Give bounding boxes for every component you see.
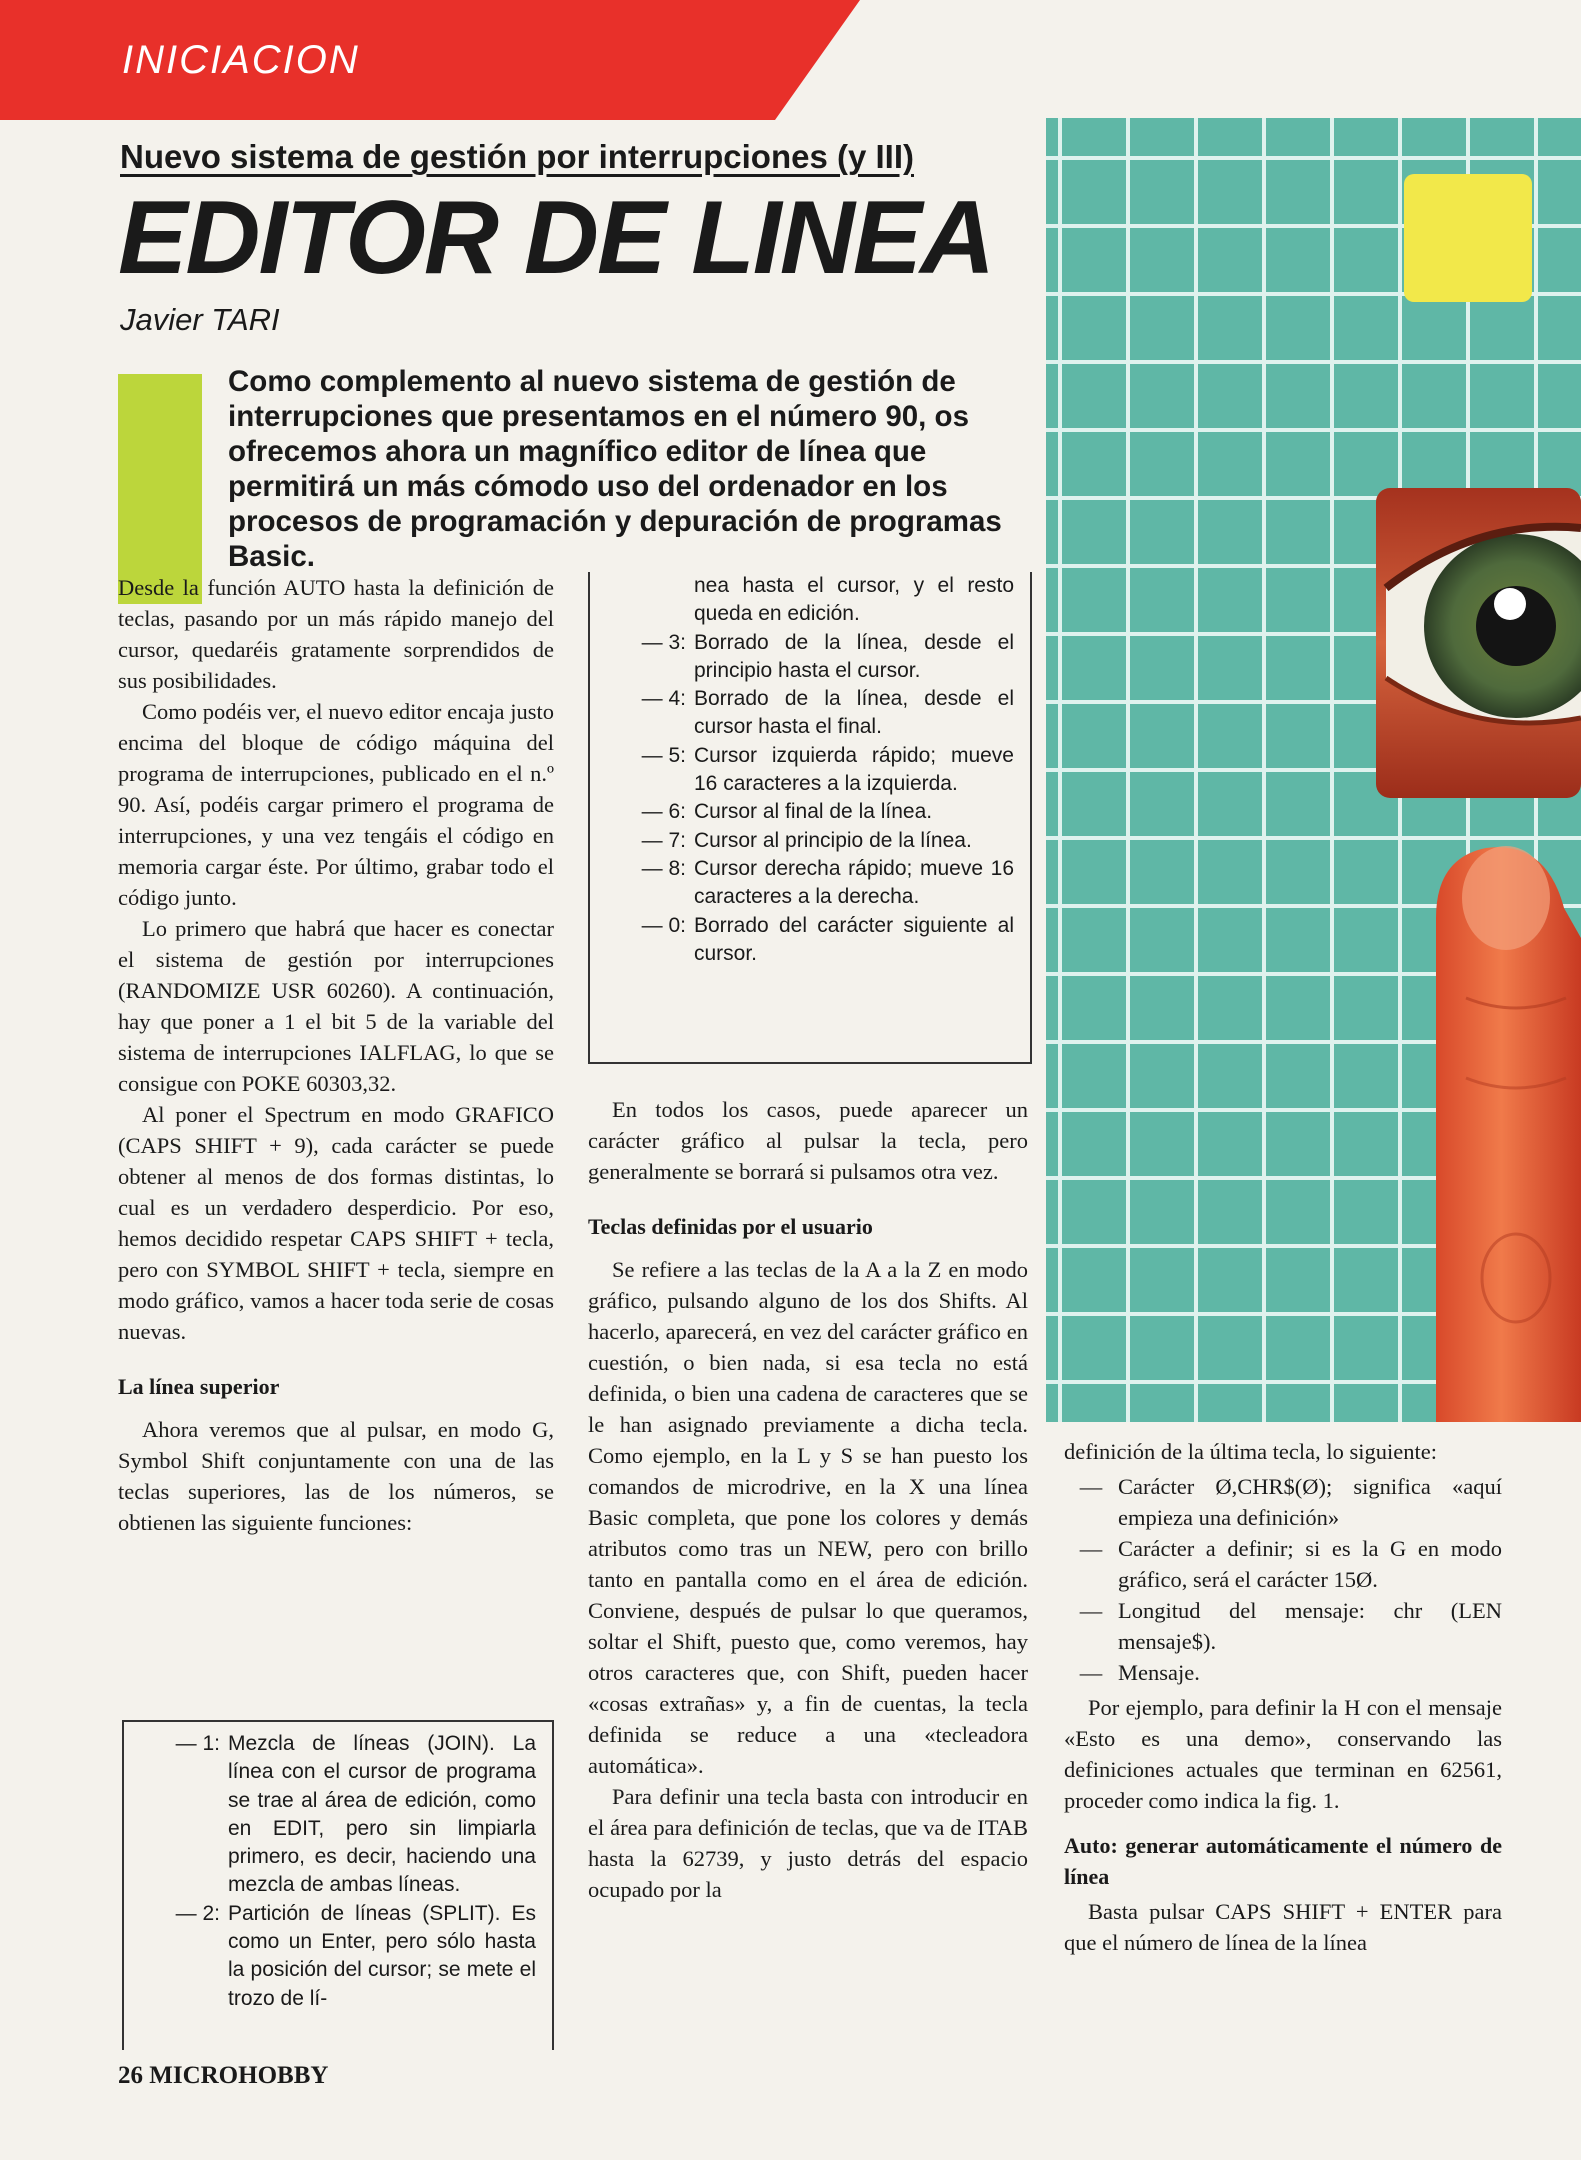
definition-list bbox=[1064, 1471, 1502, 1688]
function-text: Borrado de la línea, desde el principio hasta el cursor. bbox=[694, 630, 1014, 682]
paragraph: En todos los casos, puede aparecer un carácter gráfico al pulsar la tecla, pero generalmente se borrará si pulsamos otra vez. bbox=[588, 1097, 1028, 1184]
function-number: — 2: bbox=[175, 1901, 220, 1925]
article-title: EDITOR DE LINEA bbox=[118, 180, 994, 296]
list-item: — Mensaje. bbox=[1079, 1660, 1200, 1685]
article-intro: Como complemento al nuevo sistema de gestión de interrupciones que presentamos en el número 90, os ofrecemos ahora un magnífico editor de línea que permitirá un más cómodo uso del ordenador en los procesos de programación y depuración de programas Basic. bbox=[228, 365, 1002, 573]
paragraph: definición de la última tecla, lo siguiente: bbox=[1064, 1439, 1438, 1464]
function-item bbox=[124, 1900, 552, 2013]
article-kicker: Nuevo sistema de gestión por interrupciones (y III) bbox=[120, 138, 914, 175]
function-text: Partición de líneas (SPLIT). Es como un Enter, pero sólo hasta la posición del cursor; se mete el trozo de lí- bbox=[228, 1901, 536, 2010]
function-number: — 0: bbox=[641, 913, 686, 937]
function-continuation: nea hasta el cursor, y el resto queda en edición. bbox=[694, 574, 1014, 626]
paragraph: Desde la función AUTO hasta la definición de teclas, pasando por un más rápido manejo del cursor, quedaréis gratamente sorprendidos de sus posibilidades. bbox=[118, 575, 554, 693]
function-number: — 1: bbox=[175, 1732, 220, 1755]
function-text: Cursor al principio de la línea. bbox=[694, 828, 972, 852]
function-number: — 6: bbox=[641, 800, 686, 824]
list-item: — Longitud del mensaje: chr (LEN mensaje$). bbox=[1079, 1598, 1502, 1654]
text-column-1 bbox=[118, 572, 554, 1538]
intro-accent-bar bbox=[118, 374, 202, 604]
illustration-eye-finger bbox=[1046, 118, 1581, 1422]
text-column-2 bbox=[588, 1094, 1028, 1905]
article-author: Javier TARI bbox=[120, 302, 280, 337]
subheading: La línea superior bbox=[118, 1374, 280, 1399]
functions-box-1 bbox=[122, 1720, 554, 2050]
function-number: — 7: bbox=[641, 828, 686, 852]
list-item: — Carácter Ø,CHR$(Ø); significa «aquí empieza una definición» bbox=[1079, 1474, 1502, 1530]
function-number: — 3: bbox=[641, 630, 686, 654]
paragraph: Al poner el Spectrum en modo GRAFICO (CAPS SHIFT + 9), cada carácter se puede obtener al menos de dos formas distintas, lo cual es un verdadero desperdicio. Por eso, hemos decidido respetar CAPS SHIFT + tecla, pero con SYMBOL SHIFT + tecla, siempre en modo gráfico, vamos a hacer toda serie de cosas nuevas. bbox=[118, 1102, 554, 1344]
function-item bbox=[590, 742, 1030, 799]
function-number: — 8: bbox=[641, 856, 686, 880]
paragraph: Por ejemplo, para definir la H con el mensaje «Esto es una demo», conservando las definiciones actuales que terminan en 62561, proceder como indica la fig. 1. bbox=[1064, 1695, 1502, 1813]
function-text: Cursor al final de la línea. bbox=[694, 800, 933, 824]
function-item bbox=[590, 685, 1030, 742]
function-text: Borrado del carácter siguiente al cursor. bbox=[694, 913, 1014, 965]
subheading: Teclas definidas por el usuario bbox=[588, 1214, 873, 1239]
function-text: Mezcla de líneas (JOIN). La línea con el cursor de programa se trae al área de edición, como en EDIT, pero sin limpiarla primero, es decir, haciendo una mezcla de ambas líneas. bbox=[228, 1732, 536, 1897]
functions-box-2 bbox=[588, 572, 1032, 1064]
paragraph: Para definir una tecla basta con introducir en el área para definición de teclas, que va de ITAB hasta la 62739, y justo detrás del espacio ocupado por la bbox=[588, 1784, 1028, 1902]
function-item bbox=[124, 1730, 552, 1900]
function-item bbox=[590, 912, 1030, 969]
paragraph: Ahora veremos que al pulsar, en modo G, Symbol Shift conjuntamente con una de las teclas superiores, las de los números, se obtienen las siguiente funciones: bbox=[118, 1417, 554, 1535]
function-item bbox=[590, 798, 1030, 826]
paragraph: Se refiere a las teclas de la A a la Z en modo gráfico, pulsando alguno de los dos Shifts. Al hacerlo, aparecerá, en vez del carácter gráfico en cuestión, o bien nada, si esa tecla no está definida, o bien una cadena de caracteres que se le han asignado previamente a dicha tecla. Como ejemplo, en la L y S se han puesto los comandos de microdrive, en la X una línea Basic completa, que pone los colores y demás atributos como tras un NEW, pero con brillo tanto en pantalla como en el área de edición. Conviene, después de pulsar lo que queramos, soltar el Shift, puesto que, como veremos, hay otros caracteres que, con Shift, pueden hacer «cosas extrañas» y, a fin de cuentas, la tecla definida se reduce a una «tecleadora automática». bbox=[588, 1257, 1028, 1778]
function-item bbox=[590, 855, 1030, 912]
function-text: Cursor izquierda rápido; mueve 16 caracteres a la izquierda. bbox=[694, 743, 1014, 796]
paragraph: Como podéis ver, el nuevo editor encaja justo encima del bloque de código máquina del programa de interrupciones, publicado en el n.º 90. Así, podéis cargar primero el programa de interrupciones, y una vez tengáis el código en memoria cargar éste. Por último, grabar todo el código junto. bbox=[118, 699, 554, 910]
text-column-3 bbox=[1064, 1436, 1502, 1958]
function-text: Cursor derecha rápido; mueve 16 caracteres a la derecha. bbox=[694, 856, 1014, 909]
subheading: Auto: generar automáticamente el número de línea bbox=[1064, 1833, 1502, 1889]
section-label: INICIACION bbox=[122, 38, 360, 82]
paragraph: Basta pulsar CAPS SHIFT + ENTER para que el número de línea de la línea bbox=[1064, 1899, 1502, 1955]
page-footer: 26 MICROHOBBY bbox=[118, 2062, 329, 2089]
function-text: Borrado de la línea, desde el cursor hasta el final. bbox=[694, 687, 1014, 739]
function-number: — 5: bbox=[641, 743, 686, 767]
list-item: — Carácter a definir; si es la G en modo gráfico, será el carácter 15Ø. bbox=[1079, 1536, 1502, 1592]
function-item bbox=[590, 827, 1030, 855]
paragraph: Lo primero que habrá que hacer es conectar el sistema de gestión por interrupciones (RANDOMIZE USR 60260). A continuación, hay que poner a 1 el bit 5 de la variable del sistema de interrupciones IALFLAG, lo que se consigue con POKE 60303,32. bbox=[118, 916, 554, 1096]
function-number: — 4: bbox=[641, 687, 686, 711]
function-item bbox=[590, 629, 1030, 686]
